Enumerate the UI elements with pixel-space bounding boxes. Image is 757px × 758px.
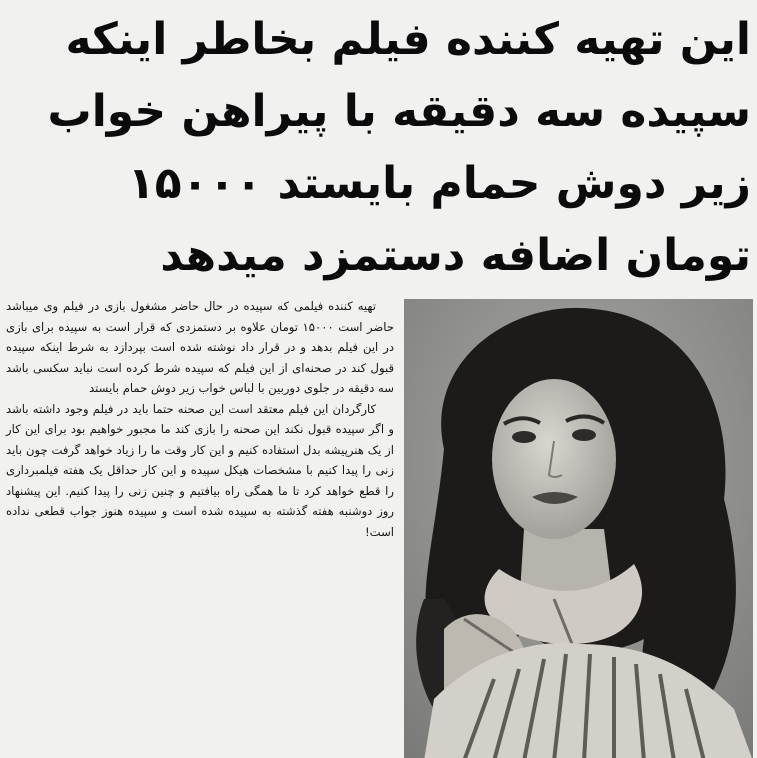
portrait-photo: [404, 299, 753, 758]
article-body: [6, 296, 394, 542]
portrait-illustration: [404, 299, 753, 758]
headline-line-4: تومان اضافه دستمزد میدهد: [160, 230, 751, 281]
article-paragraph-2: کارگردان این فیلم معتقد است این صحنه حتما باید در فیلم وجود داشته باشد و اگر سپیده قبول نکند این صحنه را بازی کند ما مجبور خواهیم بود برای این کار از یک هنرپیشه بدل استفاده کنیم و این کار وقت ما را زیاد خواهد گرفت چون باید زنی را پیدا کنیم با مشخصات هیکل سپیده و این کار حداقل یک هفته فیلمبرداری را قطع خواهد کرد تا ما همگی راه بیافتیم و چنین زنی را پیدا کنیم. این پیشنهاد روز دوشنبه هفته گذشته به سپیده شده است و سپیده هنوز جواب قطعی نداده است!: [6, 401, 394, 539]
headline-line-1: این تهیه کننده فیلم بخاطر اینکه: [65, 14, 751, 65]
article-paragraph-1: تهیه کننده فیلمی که سپیده در حال حاضر مشغول بازی در فیلم وی میباشد حاضر است ۱۵۰۰۰ تومان علاوه بر دستمزدی که قرار است به سپیده برای بازی در این فیلم بدهد و در قرار داد نوشته شده است بپردازد به شرط اینکه سپیده قبول کند در صحنه‌ای از این فیلم که سپیده شرط کرده است نباید سکسی باشد سه دقیقه در جلوی دوربین با لباس خواب زیر دوش حمام بایستد: [6, 299, 394, 395]
headline-line-2: سپیده سه دقیقه با پیراهن خواب: [47, 86, 751, 137]
headline-line-3: زیر دوش حمام بایستد ۱۵۰۰۰: [127, 158, 751, 209]
headline: [6, 4, 751, 292]
